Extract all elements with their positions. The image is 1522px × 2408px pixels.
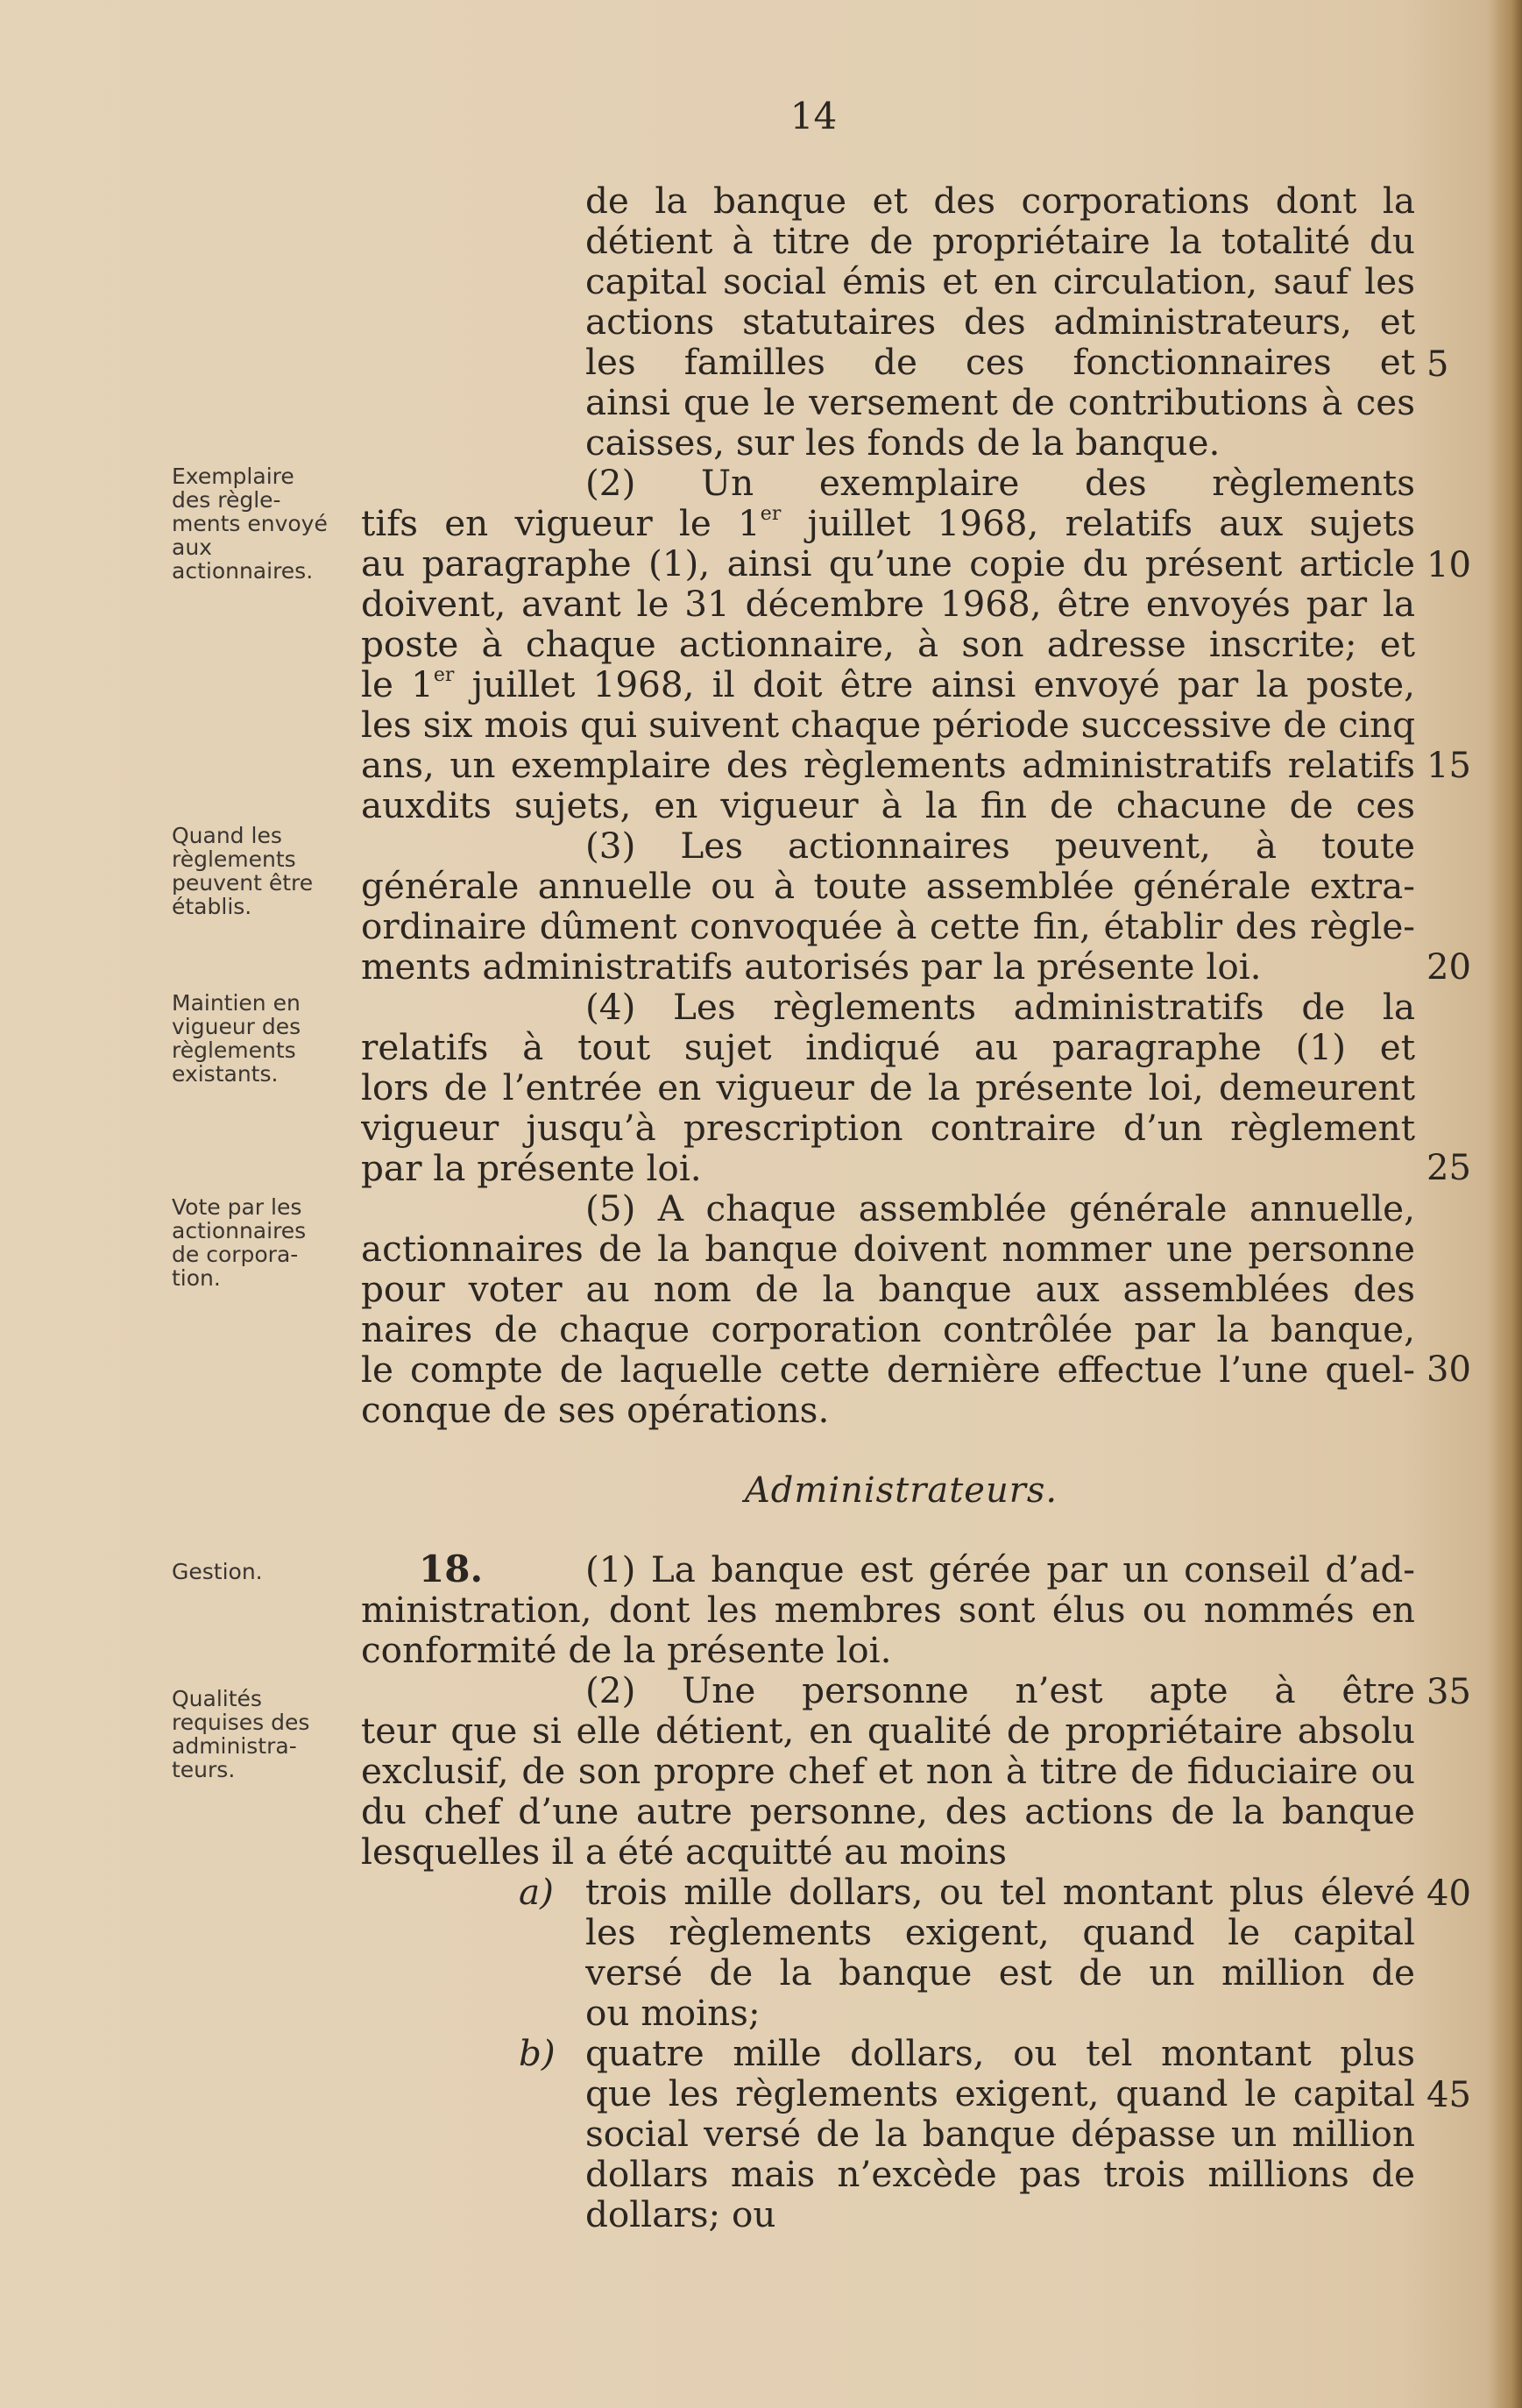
text-line: (5) A chaque assemblée générale annuelle, — [585, 1188, 1415, 1229]
section-heading: Administrateurs. — [744, 1470, 1058, 1511]
text-line: les six mois qui suivent chaque période successive de cinq — [361, 705, 1415, 745]
text-line: ministration, dont les membres sont élus ou nommés en — [361, 1590, 1415, 1630]
text-line: ordinaire dûment convoquée à cette fin, établir des règle- — [361, 906, 1415, 946]
text-line: relatifs à tout sujet indiqué au paragraphe (1) et — [361, 1027, 1415, 1067]
margin-note-qualites — [172, 1687, 338, 1781]
section-number: 18. — [419, 1547, 484, 1590]
text-line: actionnaires de la banque doivent nommer une personne — [361, 1229, 1415, 1269]
text-line: naires de chaque corporation contrôlée par la banque, — [361, 1309, 1415, 1349]
margin-note-text: Qualités requises des administra-teurs. — [172, 1686, 310, 1782]
line-number: 35 — [1426, 1672, 1471, 1712]
text-line: poste à chaque actionnaire, à son adresse inscrite; et — [361, 624, 1415, 664]
text-line: le compte de laquelle cette dernière effectue l’une quel- — [361, 1349, 1415, 1390]
line-number: 20 — [1426, 947, 1471, 988]
text-line: doivent, avant le 31 décembre 1968, être envoyés par la — [361, 584, 1415, 624]
margin-note-exemplaire — [172, 464, 338, 583]
text-line: lors de l’entrée en vigueur de la présente loi, demeurent — [361, 1067, 1415, 1108]
text-line: tifs en vigueur le 1er juillet 1968, relatifs aux sujets — [361, 503, 1415, 543]
text-line: (2) Une personne n’est apte à être — [585, 1670, 1415, 1710]
text-line: vigueur jusqu’à prescription contraire d’un règlement — [361, 1108, 1415, 1148]
text-line: (3) Les actionnaires peuvent, à toute — [585, 825, 1415, 866]
line-number: 40 — [1426, 1873, 1471, 1914]
text-line: ou moins; — [585, 1992, 761, 2034]
list-marker: a) — [519, 1871, 554, 1913]
text-line: teur que si elle détient, en qualité de propriétaire absolu — [361, 1710, 1415, 1751]
margin-note-text: Gestion. — [172, 1559, 263, 1584]
text-line: (2) Un exemplaire des règlements — [585, 463, 1415, 503]
text-line: du chef d’une autre personne, des actions de la banque — [361, 1791, 1415, 1831]
line-number: 15 — [1426, 746, 1471, 786]
margin-note-maintien — [172, 991, 338, 1086]
line-number: 5 — [1426, 344, 1449, 385]
margin-note-text: Quand les règlements peuvent être établis. — [172, 823, 314, 919]
list-marker: b) — [519, 2032, 556, 2074]
margin-note-text: Vote par les actionnaires de corpora-tion. — [172, 1194, 307, 1291]
text-line: générale annuelle ou à toute assemblée générale extra- — [361, 866, 1415, 906]
text-line: conformité de la présente loi. — [361, 1629, 892, 1671]
text-line: versé de la banque est de un million de — [585, 1952, 1415, 1993]
text-line: caisses, sur les fonds de la banque. — [585, 421, 1221, 464]
text-line: détient à titre de propriétaire la totalité du — [585, 221, 1415, 261]
text-line: pour voter au nom de la banque aux assemblées des — [361, 1269, 1415, 1309]
text-line: quatre mille dollars, ou tel montant plus — [585, 2033, 1415, 2073]
text-line: social versé de la banque dépasse un million — [585, 2114, 1415, 2154]
text-line: au paragraphe (1), ainsi qu’une copie du présent article — [361, 543, 1415, 584]
text-line: que les règlements exigent, quand le capital — [585, 2073, 1415, 2114]
text-line: le 1er juillet 1968, il doit être ainsi envoyé par la poste, — [361, 664, 1415, 705]
text-line: dollars; ou — [585, 2193, 776, 2235]
margin-note-vote — [172, 1195, 338, 1290]
text-line: conque de ses opérations. — [361, 1389, 830, 1431]
text-line: trois mille dollars, ou tel montant plus élevé — [585, 1872, 1415, 1912]
text-line: (1) La banque est gérée par un conseil d’ad- — [585, 1549, 1415, 1590]
text-line: les familles de ces fonctionnaires et — [585, 342, 1415, 382]
text-line: ans, un exemplaire des règlements administratifs relatifs — [361, 745, 1415, 785]
text-line: les règlements exigent, quand le capital — [585, 1912, 1415, 1952]
margin-note-gestion — [172, 1560, 338, 1583]
text-line: lesquelles il a été acquitté au moins — [361, 1831, 1007, 1873]
line-number: 25 — [1426, 1148, 1471, 1188]
text-line: de la banque et des corporations dont la — [585, 181, 1415, 221]
text-line: exclusif, de son propre chef et non à titre de fiduciaire ou — [361, 1751, 1415, 1791]
page-edge-shadow — [1487, 0, 1522, 2408]
margin-note-text: Exemplaire des règle-ments envoyé aux actionnaires. — [172, 464, 328, 584]
text-line: actions statutaires des administrateurs, et — [585, 301, 1415, 342]
text-line: ainsi que le versement de contributions à ces — [585, 382, 1415, 422]
text-line: auxdits sujets, en vigueur à la fin de chacune de ces — [361, 785, 1415, 825]
page-number: 14 — [789, 95, 838, 138]
text-line: par la présente loi. — [361, 1147, 702, 1189]
text-line: dollars mais n’excède pas trois millions de — [585, 2154, 1415, 2194]
text-line: (4) Les règlements administratifs de la — [585, 987, 1415, 1027]
line-number: 10 — [1426, 545, 1471, 585]
margin-note-text: Maintien en vigueur des règlements existants. — [172, 990, 301, 1087]
text-line: capital social émis et en circulation, sauf les — [585, 261, 1415, 301]
line-number: 45 — [1426, 2075, 1471, 2115]
line-number: 30 — [1426, 1349, 1471, 1390]
text-line: ments administratifs autorisés par la présente loi. — [361, 945, 1262, 988]
margin-note-quand — [172, 824, 338, 918]
